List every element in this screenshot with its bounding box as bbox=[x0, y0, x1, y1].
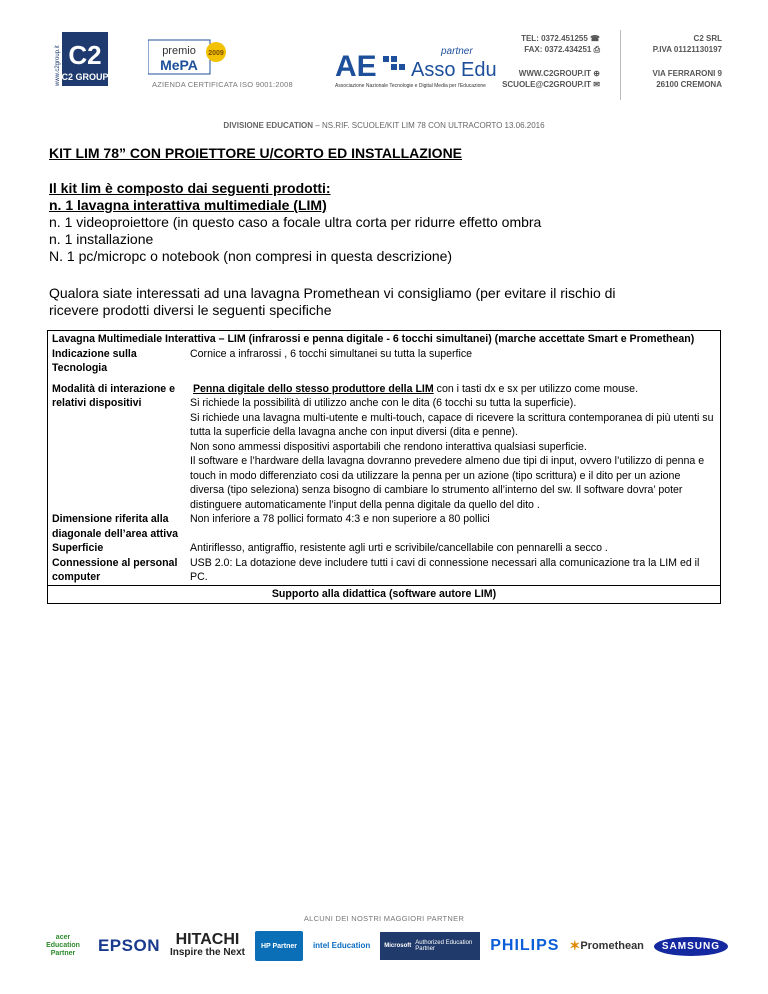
iso-certification: AZIENDA CERTIFICATA ISO 9001:2008 bbox=[152, 80, 293, 89]
svg-text:www.c2group.it: www.c2group.it bbox=[55, 45, 61, 86]
partners-caption: ALCUNI DEI NOSTRI MAGGIORI PARTNER bbox=[303, 914, 465, 923]
svg-text:premio: premio bbox=[162, 45, 196, 57]
microsoft-partner-logo: Microsoft Authorized Education Partner bbox=[380, 932, 480, 960]
tech-label: Indicazione sulla Tecnologia bbox=[48, 347, 187, 376]
interaction-value bbox=[186, 376, 721, 513]
surface-label: Superficie bbox=[48, 541, 187, 556]
size-value: Non inferiore a 78 pollici formato 4:3 e non superiore a 80 pollici bbox=[186, 512, 721, 541]
epson-logo: EPSON bbox=[97, 936, 160, 955]
c2-group-logo bbox=[50, 30, 110, 88]
address-city: 26100 CREMONA bbox=[656, 80, 722, 89]
svg-text:AE: AE bbox=[335, 50, 377, 83]
company-block bbox=[640, 33, 722, 55]
phone-icon: ☎ bbox=[590, 34, 600, 43]
svg-text:Asso Edu: Asso Edu bbox=[411, 59, 497, 81]
interaction-label: Modalità di interazione e relativi dispositivi bbox=[48, 376, 187, 513]
interaction-fingers: Si richiede la possibilità di utilizzo anche con le dita (6 tocchi su tutta la superficie). bbox=[190, 397, 577, 409]
address-block bbox=[640, 68, 722, 90]
interaction-multiuser: Si richiede una lavagna multi-utente e multi-touch, capace di ricevere la scrittura contemporanea di più utenti su tutta la superficie della lavagna anche con input diversi (dita e penne). bbox=[190, 411, 714, 438]
interaction-pen-rest: con i tasti dx e sx per utilizzo come mouse. bbox=[433, 382, 639, 395]
kit-list-heading: Il kit lim è composto dai seguenti prodotti: bbox=[49, 180, 331, 196]
fax-number: FAX: 0372.434251 bbox=[524, 45, 592, 54]
kit-item-pc: N. 1 pc/micropc o notebook (non compresi in questa descrizione) bbox=[49, 248, 453, 264]
connection-value: USB 2.0: La dotazione deve includere tutti i cavi di connessione necessari alla comunicazione tra la LIM ed il PC. bbox=[186, 556, 721, 586]
header-divider bbox=[620, 30, 621, 100]
kit-list bbox=[49, 180, 719, 265]
company-name: C2 SRL bbox=[693, 34, 722, 43]
kit-item-lim: n. 1 lavagna interattiva multimediale (LIM) bbox=[49, 197, 327, 213]
svg-text:partner: partner bbox=[441, 46, 473, 57]
surface-value: Antiriflesso, antigraffio, resistente agli urti e scrivibile/cancellabile con pennarelli a secco . bbox=[186, 541, 721, 556]
document-reference: – NS.RIF. SCUOLE/KIT LIM 78 CON ULTRACORTO 13.06.2016 bbox=[315, 121, 545, 130]
spec-table-header: Lavagna Multimediale Interattiva – LIM (infrarossi e penna digitale - 6 tocchi simultanei) (marche accettate Smart e Promethean) bbox=[48, 331, 721, 347]
acer-logo: acer Education Partner bbox=[46, 934, 80, 957]
website-link[interactable]: WWW.C2GROUP.IT bbox=[518, 69, 592, 78]
mepa-award-badge bbox=[148, 38, 228, 78]
promethean-figure-icon: ✶ bbox=[569, 938, 581, 953]
email-link[interactable]: SCUOLE@C2GROUP.IT bbox=[502, 80, 592, 89]
samsung-logo: SAMSUNG bbox=[654, 937, 728, 956]
support-row: Supporto alla didattica (software autore LIM) bbox=[48, 585, 721, 604]
intro-paragraph: Qualora siate interessati ad una lavagna Promethean vi consigliamo (per evitare il rischio di ricevere prodotti diversi le seguenti specifiche bbox=[49, 285, 616, 318]
interaction-pen-line bbox=[190, 382, 716, 397]
tech-value: Cornice a infrarossi , 6 tocchi simultanei su tutta la superfice bbox=[186, 347, 721, 376]
svg-text:premio MePA 2009: premio MePA 2009 bbox=[148, 38, 157, 39]
division-name: DIVISIONE EDUCATION bbox=[223, 121, 314, 130]
division-line bbox=[49, 121, 719, 130]
kit-item-projector: n. 1 videoproiettore (in questo caso a focale ultra corta per ridurre effetto ombra bbox=[49, 214, 542, 230]
phone-number: TEL: 0372.451255 bbox=[521, 34, 588, 43]
company-vat: P.IVA 01121130197 bbox=[652, 45, 722, 54]
interaction-pen-emphasis: Penna digitale dello stesso produttore della LIM bbox=[192, 382, 434, 395]
svg-text:Associazione Nazionale Tecnolo: Associazione Nazionale Tecnologie e Digital Media per l'Educazione bbox=[335, 83, 486, 89]
spec-table bbox=[47, 330, 721, 604]
hitachi-logo: HITACHI Inspire the Next bbox=[169, 931, 245, 958]
promethean-logo: ✶ Promethean bbox=[569, 938, 644, 953]
phone-fax-block bbox=[490, 33, 600, 55]
globe-icon: ⊕ bbox=[593, 69, 600, 78]
size-label: Dimensione riferita alla diagonale dell’area attiva bbox=[48, 512, 187, 541]
hp-partner-logo: HP Partner bbox=[255, 931, 303, 961]
philips-logo: PHILIPS bbox=[490, 937, 560, 954]
svg-text:C2 GROUP: C2 GROUP bbox=[61, 72, 109, 82]
intel-education-logo: intel Education bbox=[312, 941, 371, 950]
document-title: KIT LIM 78” CON PROIETTORE U/CORTO ED INSTALLAZIONE bbox=[49, 145, 463, 161]
svg-text:2009: 2009 bbox=[208, 50, 224, 57]
fax-icon: ⎙ bbox=[593, 45, 600, 54]
kit-item-installation: n. 1 installazione bbox=[49, 231, 154, 247]
partner-logos bbox=[38, 926, 728, 966]
address-street: VIA FERRARONI 9 bbox=[652, 69, 722, 78]
interaction-input-types: Il software e l’hardware della lavagna dovranno prevedere almeno due tipi di input, ovvero l’utilizzo di penna e touch in modo differenziato cosi da utilizzare la penna per un azione (tipo scrittura) e il dito per un azione diversa (tipo seleziona) senza bisogno di cambiare lo strumento all’interno del sw. Il software dovra’ poter distinguere automaticamente l’input della penna digitale da quello del dito . bbox=[190, 455, 705, 511]
connection-label: Connessione al personal computer bbox=[48, 556, 187, 586]
web-email-block bbox=[490, 68, 600, 90]
svg-text:C2: C2 bbox=[68, 40, 102, 70]
interaction-no-removable: Non sono ammessi dispositivi asportabili che rendono interattiva qualsiasi superficie. bbox=[190, 440, 587, 453]
mail-icon: ✉ bbox=[593, 80, 600, 89]
svg-text:MePA: MePA bbox=[160, 57, 198, 73]
assoedu-logo bbox=[333, 42, 503, 90]
